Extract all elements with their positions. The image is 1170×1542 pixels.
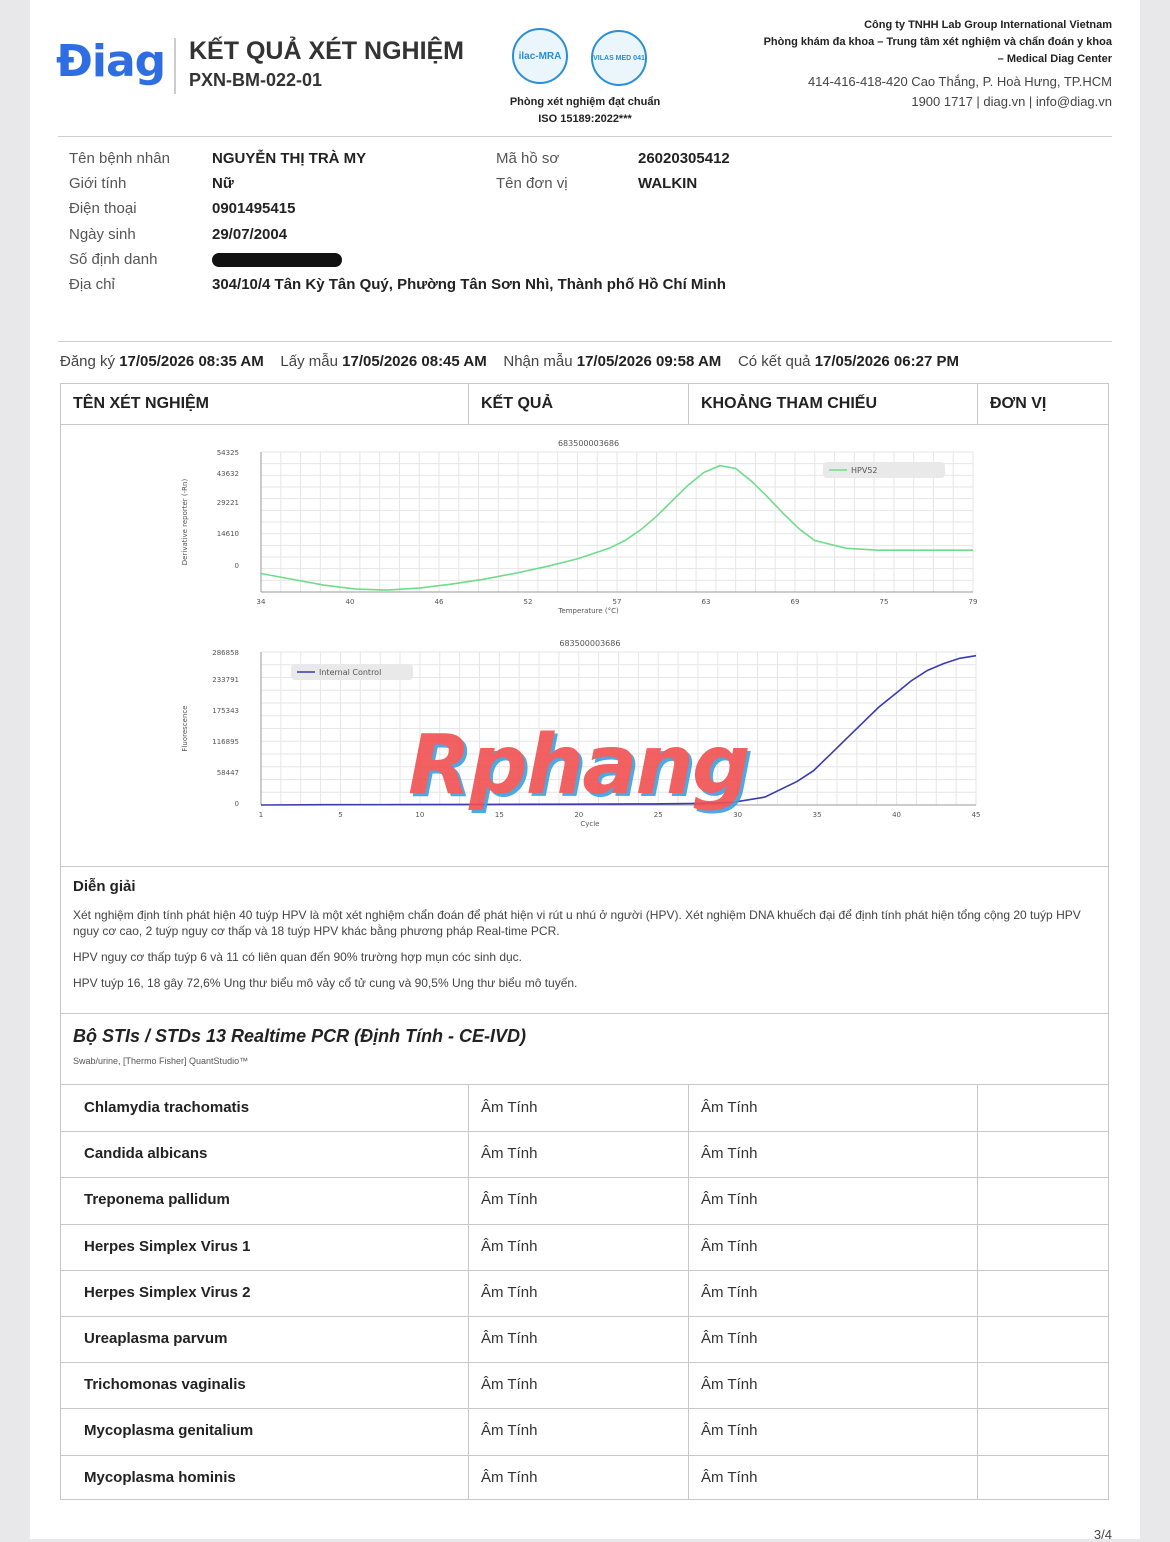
- test-name: Mycoplasma genitalium: [84, 1422, 254, 1440]
- test-name: Ureaplasma parvum: [84, 1330, 228, 1347]
- cert-line-2: ISO 15189:2022***: [538, 113, 632, 125]
- contact-line: 1900 1717 | diag.vn | info@diag.vn: [911, 94, 1112, 109]
- recv-label: Nhận mẫu: [503, 353, 573, 370]
- result-label: Có kết quả: [737, 353, 811, 370]
- col-divider-2: [688, 1084, 689, 1500]
- unit-value: WALKIN: [638, 175, 698, 192]
- y-tick-label: 116895: [212, 738, 239, 746]
- gender-value: Nữ: [212, 175, 234, 192]
- set-rule: [61, 1084, 1108, 1085]
- chart-title: 683500003686: [559, 639, 621, 648]
- test-reference: Âm Tính: [701, 1283, 758, 1301]
- badge-ilac-text: ilac-MRA: [518, 50, 562, 62]
- interpretation-p1: Xét nghiệm định tính phát hiện 40 tuýp HPV là một xét nghiệm chẩn đoán để phát hiện vi rút u nhú ở người (HPV). Xét nghiệm DNA khuếch đại để định tính phát hiện tổng cộng 20 tuýp HPV nguy cơ cao, 2 tuýp nguy cơ thấp và 18 tuýp HPV khác bằng phương pháp Real-time PCR.: [73, 908, 1081, 938]
- test-reference: Âm Tính: [701, 1422, 758, 1440]
- company-info: [764, 17, 1112, 68]
- x-tick-label: 20: [574, 811, 584, 819]
- test-name: Treponema pallidum: [84, 1191, 230, 1209]
- chart-title: 683500003686: [557, 439, 620, 448]
- x-tick-label: 15: [494, 811, 504, 819]
- x-tick-label: 40: [345, 598, 355, 606]
- y-tick-label: 58447: [216, 769, 239, 777]
- x-axis-label: Cycle: [580, 820, 600, 828]
- row-rule: [61, 1224, 1108, 1225]
- test-reference: Âm Tính: [701, 1330, 758, 1347]
- x-tick-label: 57: [612, 598, 622, 606]
- company-address: [808, 72, 1112, 112]
- test-name: Herpes Simplex Virus 2: [84, 1283, 251, 1301]
- x-tick-label: 63: [701, 598, 711, 606]
- address-value: 304/10/4 Tân Kỳ Tân Quý, Phường Tân Sơn Nhì, Thành phố Hồ Chí Minh: [212, 276, 726, 293]
- recv-date: 17/05/2026 09:58 AM: [576, 353, 722, 370]
- y-axis-label: Fluorescence: [181, 705, 189, 752]
- y-axis-label: Derivative reporter (-Rn): [181, 478, 189, 566]
- test-name: Candida albicans: [84, 1145, 208, 1163]
- test-reference: Âm Tính: [701, 1099, 758, 1116]
- reg-date: 17/05/2026 08:35 AM: [119, 353, 264, 370]
- header-rule: [58, 136, 1112, 137]
- page-number: 3/4: [1093, 1527, 1112, 1542]
- id-label: Số định danh: [69, 251, 158, 268]
- test-name: Trichomonas vaginalis: [84, 1376, 246, 1394]
- dob-value: 29/07/2004: [212, 226, 288, 243]
- cert-line-1: Phòng xét nghiệm đạt chuẩn: [509, 96, 661, 108]
- test-result: Âm Tính: [481, 1376, 538, 1394]
- y-tick-label: 29221: [216, 499, 239, 507]
- dob-label: Ngày sinh: [69, 226, 136, 243]
- certification-text: [500, 94, 670, 128]
- test-result: Âm Tính: [481, 1283, 538, 1301]
- row-rule: [61, 1455, 1108, 1456]
- chart-rule: [61, 866, 1108, 867]
- test-set-title: Bộ STIs / STDs 13 Realtime PCR (Định Tính - CE-IVD): [73, 1026, 527, 1046]
- reg-label: Đăng ký: [60, 353, 116, 370]
- record-value: 26020305412: [638, 150, 730, 167]
- record-label: Mã hồ sơ: [496, 150, 560, 167]
- patient-name: NGUYỄN THỊ TRÀ MY: [212, 150, 367, 167]
- row-rule: [61, 1177, 1108, 1178]
- y-tick-label: 43632: [216, 470, 239, 478]
- interpretation-title: Diễn giải: [73, 878, 136, 895]
- company-line-2: Phòng khám đa khoa – Trung tâm xét nghiệm và chẩn đoán y khoa: [763, 36, 1112, 48]
- address-label: Địa chỉ: [69, 276, 115, 293]
- sample-date: 17/05/2026 08:45 AM: [342, 353, 487, 370]
- x-tick-label: 69: [790, 598, 800, 606]
- report-title: KẾT QUẢ XÉT NGHIỆM: [189, 37, 465, 65]
- test-set-subtitle: Swab/urine, [Thermo Fisher] QuantStudio™: [73, 1056, 249, 1066]
- ilac-mra-badge-icon: [512, 28, 568, 84]
- test-name: Herpes Simplex Virus 1: [84, 1237, 251, 1255]
- legend-label: Internal Control: [319, 668, 382, 677]
- interpretation-p3: HPV tuýp 16, 18 gây 72,6% Ung thư biểu mô vảy cổ tử cung và 90,5% Ung thư biểu mô tuyến.: [73, 976, 578, 990]
- col-divider-3: [977, 1084, 978, 1500]
- test-name: Mycoplasma hominis: [84, 1468, 236, 1486]
- test-result: Âm Tính: [481, 1099, 538, 1116]
- id-redaction: [212, 253, 342, 267]
- x-tick-label: 1: [258, 811, 264, 819]
- diag-logo: Điag: [56, 36, 166, 87]
- x-tick-label: 45: [971, 811, 981, 819]
- x-tick-label: 35: [812, 811, 822, 819]
- row-rule: [61, 1270, 1108, 1271]
- address-line: 414-416-418-420 Cao Thắng, P. Hoà Hưng, TP.HCM: [807, 74, 1112, 89]
- vilas-badge-icon: [591, 30, 647, 86]
- x-tick-label: 30: [733, 811, 743, 819]
- test-reference: Âm Tính: [701, 1468, 758, 1486]
- watermark: Rphang: [408, 718, 749, 813]
- test-result: Âm Tính: [481, 1145, 538, 1163]
- y-tick-label: 0: [234, 562, 239, 570]
- x-tick-label: 10: [415, 811, 425, 819]
- col-test-name: TÊN XÉT NGHIỆM: [61, 384, 469, 424]
- test-name: Chlamydia trachomatis: [84, 1099, 250, 1116]
- phone-value: 0901495415: [212, 200, 296, 217]
- test-result: Âm Tính: [481, 1422, 538, 1440]
- row-rule: [61, 1316, 1108, 1317]
- col-reference: KHOẢNG THAM CHIẾU: [689, 384, 978, 424]
- row-rule: [61, 1131, 1108, 1132]
- col-unit: ĐƠN VỊ: [990, 395, 1047, 412]
- x-tick-label: 79: [968, 598, 978, 606]
- y-tick-label: 286858: [212, 649, 239, 657]
- x-tick-label: 75: [879, 598, 889, 606]
- x-tick-label: 46: [434, 598, 444, 606]
- phone-label: Điện thoại: [69, 200, 137, 217]
- result-date: 17/05/2026 06:27 PM: [814, 353, 959, 370]
- test-reference: Âm Tính: [701, 1376, 758, 1394]
- x-tick-label: 34: [256, 598, 266, 606]
- row-rule: [61, 1408, 1108, 1409]
- x-axis-label: Temperature (°C): [558, 607, 619, 615]
- y-tick-label: 14610: [216, 530, 239, 538]
- test-result: Âm Tính: [481, 1191, 538, 1209]
- y-tick-label: 0: [234, 800, 239, 808]
- test-reference: Âm Tính: [701, 1237, 758, 1255]
- y-tick-label: 233791: [212, 676, 239, 684]
- interpretation-p2: HPV nguy cơ thấp tuýp 6 và 11 có liên quan đến 90% trường hợp mụn cóc sinh dục.: [73, 950, 523, 964]
- y-tick-label: 175343: [212, 707, 239, 715]
- company-line-1: Công ty TNHH Lab Group International Vietnam: [864, 19, 1112, 31]
- header-divider: [174, 38, 176, 94]
- test-reference: Âm Tính: [701, 1191, 758, 1209]
- x-tick-label: 25: [653, 811, 663, 819]
- x-tick-label: 5: [338, 811, 343, 819]
- legend-label: HPV52: [851, 466, 878, 475]
- date-line: [60, 353, 959, 370]
- test-result: Âm Tính: [481, 1330, 538, 1347]
- col-divider-1: [468, 1084, 469, 1500]
- x-tick-label: 40: [892, 811, 902, 819]
- patient-name-label: Tên bệnh nhân: [69, 150, 170, 167]
- unit-label: Tên đơn vị: [496, 175, 568, 192]
- test-reference: Âm Tính: [701, 1145, 758, 1163]
- test-result: Âm Tính: [481, 1468, 538, 1486]
- y-tick-label: 54325: [216, 449, 239, 457]
- gender-label: Giới tính: [69, 175, 127, 192]
- badge-vilas-text: VILAS MED 041: [593, 54, 645, 62]
- report-code: PXN-BM-022-01: [189, 70, 323, 90]
- test-result: Âm Tính: [481, 1237, 538, 1255]
- sample-label: Lấy mẫu: [280, 353, 338, 370]
- patient-rule: [58, 341, 1112, 342]
- row-rule: [61, 1362, 1108, 1363]
- col-result: KẾT QUẢ: [469, 384, 689, 424]
- interpretation-rule: [61, 1013, 1108, 1014]
- x-tick-label: 52: [523, 598, 533, 606]
- company-line-3: – Medical Diag Center: [997, 53, 1112, 65]
- results-table: [60, 383, 1109, 1500]
